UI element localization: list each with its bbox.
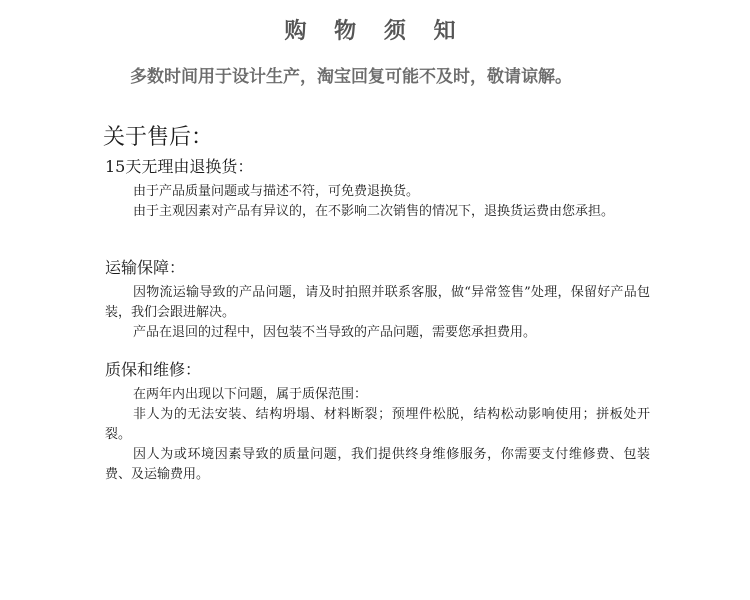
section-warranty-repair bbox=[105, 359, 650, 485]
section-heading: 质保和维修： bbox=[105, 360, 202, 379]
section-return-policy bbox=[105, 156, 650, 222]
after-sales-heading: 关于售后： bbox=[103, 125, 214, 150]
section-transport-guarantee bbox=[105, 257, 650, 343]
page-title: 购 物 须 知 bbox=[284, 19, 466, 44]
section-paragraph: 由于产品质量问题或与描述不符，可免费退换货。 bbox=[133, 184, 420, 199]
section-paragraph: 产品在退回的过程中，因包装不当导致的产品问题，需要您承担费用。 bbox=[133, 325, 537, 340]
section-heading: 15天无理由退换货： bbox=[105, 157, 254, 176]
section-paragraph: 非人为的无法安装、结构坍塌、材料断裂；预埋件松脱，结构松动影响使用；拼板处开裂。 bbox=[105, 407, 650, 442]
section-heading: 运输保障： bbox=[105, 258, 186, 277]
section-paragraph: 因人为或环境因素导致的质量问题，我们提供终身维修服务，你需要支付维修费、包装费、及运输费用。 bbox=[105, 447, 650, 482]
section-paragraph: 由于主观因素对产品有异议的，在不影响二次销售的情况下，退换货运费由您承担。 bbox=[133, 204, 615, 219]
reply-notice: 多数时间用于设计生产，淘宝回复可能不及时，敬请谅解。 bbox=[130, 67, 572, 87]
section-paragraph: 在两年内出现以下问题，属于质保范围： bbox=[133, 387, 368, 402]
section-paragraph: 因物流运输导致的产品问题，请及时拍照并联系客服，做“异常签售”处理，保留好产品包装，我们会跟进解决。 bbox=[105, 285, 650, 320]
